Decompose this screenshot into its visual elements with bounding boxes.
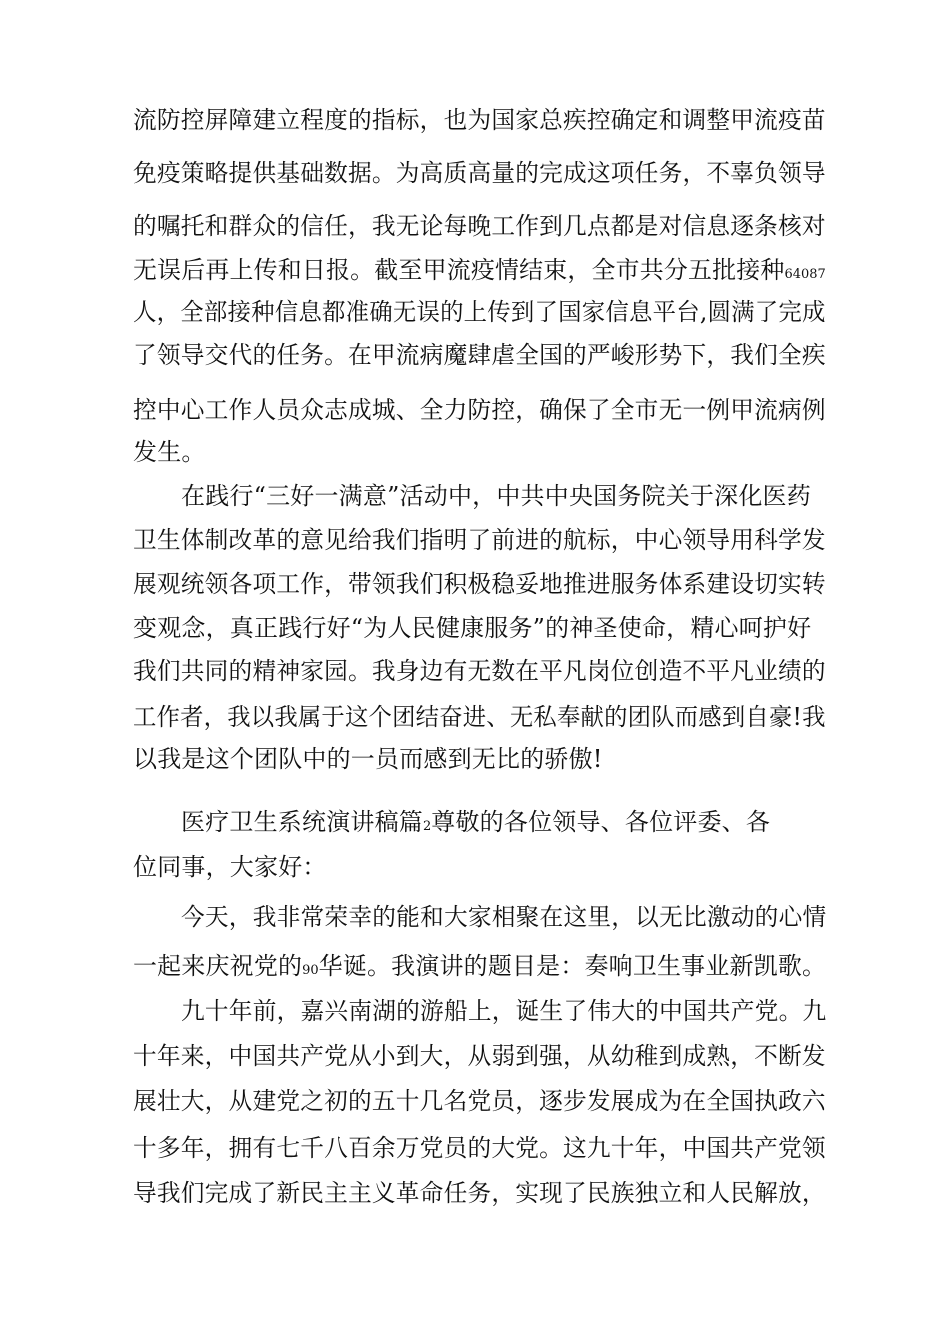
text-segment: 免疫策略提供基础数据。为高质高量的完成这项任务，不辜负领导 — [133, 159, 826, 187]
text-line — [181, 481, 811, 511]
text-line — [133, 105, 826, 135]
text-line — [133, 211, 826, 241]
text-segment: 展壮大，从建党之初的五十几名党员，逐步发展成为在全国执政六 — [133, 1087, 826, 1115]
text-line — [133, 702, 826, 732]
text-segment: 发生。 — [133, 438, 206, 466]
text-line — [181, 996, 826, 1026]
text-line — [133, 1178, 826, 1208]
text-line — [133, 395, 826, 425]
text-segment: 在践行“三好一满意”活动中，中共中央国务院关于深化医药 — [181, 482, 811, 510]
text-line — [133, 656, 826, 686]
inline-number: 2 — [423, 819, 432, 834]
text-line — [133, 613, 811, 643]
text-segment: 医疗卫生系统演讲稿篇 — [181, 808, 423, 836]
text-line — [133, 852, 327, 882]
text-segment: 的嘱托和群众的信任，我无论每晚工作到几点都是对信息逐条核对 — [133, 212, 826, 240]
text-line — [133, 1133, 826, 1163]
text-segment: 九十年前，嘉兴南湖的游船上，诞生了伟大的中国共产党。九 — [181, 997, 827, 1025]
text-line — [133, 525, 826, 555]
text-line — [181, 807, 770, 842]
text-segment: 无误后再上传和日报。截至甲流疫情结束，全市共分五批接种 — [133, 256, 785, 284]
text-segment: 卫生体制改革的意见给我们指明了前进的航标，中心领导用科学发 — [133, 526, 826, 554]
text-segment: 位同事，大家好： — [133, 853, 327, 881]
text-segment: 我们共同的精神家园。我身边有无数在平凡岗位创造不平凡业绩的 — [133, 657, 826, 685]
text-segment: 控中心工作人员众志成城、全力防控，确保了全市无一例甲流病例 — [133, 396, 826, 424]
text-line — [133, 744, 603, 774]
text-segment: 工作者，我以我属于这个团结奋进、无私奉献的团队而感到自豪!我 — [133, 703, 826, 731]
text-segment: 华诞。我演讲的题目是：奏响卫生事业新凯歌。 — [318, 952, 827, 980]
text-segment: 了领导交代的任务。在甲流病魔肆虐全国的严峻形势下，我们全疾 — [133, 341, 826, 369]
text-line — [133, 437, 206, 467]
text-segment: 变观念，真正践行好“为人民健康服务”的神圣使命，精心呵护好 — [133, 614, 812, 642]
text-line — [181, 902, 826, 932]
inline-number: 90 — [302, 963, 319, 978]
text-segment: 十年来，中国共产党从小到大，从弱到强，从幼稚到成熟，不断发 — [133, 1042, 826, 1070]
text-line — [133, 951, 826, 986]
text-line — [133, 569, 826, 599]
text-line — [133, 340, 826, 370]
text-line — [133, 255, 826, 290]
inline-number: 64087 — [784, 267, 826, 282]
text-segment: 今天，我非常荣幸的能和大家相聚在这里，以无比激动的心情 — [181, 903, 827, 931]
text-line — [133, 297, 826, 327]
text-segment: 展观统领各项工作，带领我们积极稳妥地推进服务体系建设切实转 — [133, 570, 826, 598]
text-segment: 人，全部接种信息都准确无误的上传到了国家信息平台,圆满了完成 — [133, 298, 826, 326]
text-segment: 导我们完成了新民主主义革命任务，实现了民族独立和人民解放， — [133, 1179, 826, 1207]
text-line — [133, 1041, 826, 1071]
text-segment: 流防控屏障建立程度的指标，也为国家总疾控确定和调整甲流疫苗 — [133, 106, 826, 134]
text-segment: 以我是这个团队中的一员而感到无比的骄傲! — [133, 745, 603, 773]
text-segment: 十多年，拥有七千八百余万党员的大党。这九十年，中国共产党领 — [133, 1134, 826, 1162]
text-line — [133, 158, 826, 188]
text-segment: 一起来庆祝党的 — [133, 952, 303, 980]
text-line — [133, 1086, 826, 1116]
text-segment: 尊敬的各位领导、各位评委、各 — [431, 808, 771, 836]
